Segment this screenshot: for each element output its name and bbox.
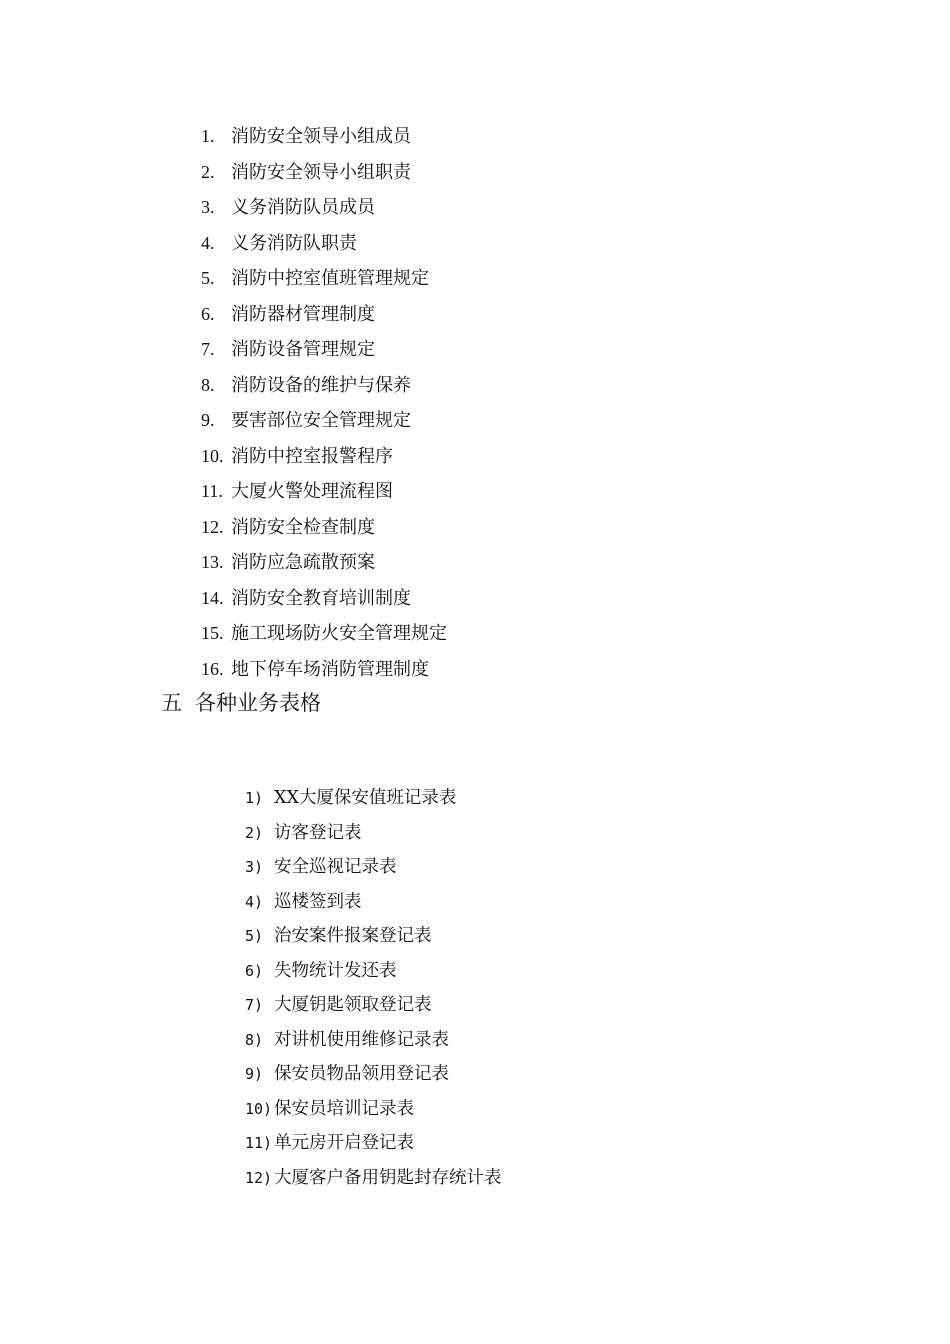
list-item-number: 6) (245, 961, 264, 980)
list-item (245, 1095, 502, 1130)
list-item-text: 巡楼签到表 (274, 891, 362, 912)
list-item-text: XX大厦保安值班记录表 (274, 788, 457, 808)
list-item (201, 229, 447, 265)
list-item (201, 158, 447, 194)
list-item (201, 193, 447, 229)
list-item (245, 957, 502, 992)
list-item-text: 对讲机使用维修记录表 (274, 1029, 449, 1050)
list-item-number: 12. (201, 516, 224, 537)
list-item (245, 1164, 502, 1199)
list-item (245, 922, 502, 957)
business-forms-list (245, 784, 502, 1198)
list-item (245, 1129, 502, 1164)
list-item-number: 10. (201, 445, 224, 466)
list-item-number: 15. (201, 623, 224, 643)
list-item-text: 大厦客户备用钥匙封存统计表 (274, 1167, 502, 1188)
list-item-number: 13. (201, 552, 224, 572)
list-item-number: 7) (245, 996, 264, 1014)
list-item-number: 7. (201, 339, 215, 359)
list-item-number: 11. (201, 481, 223, 501)
list-item (201, 406, 447, 442)
list-item (245, 1060, 502, 1095)
list-item (201, 513, 447, 549)
list-item (201, 371, 447, 407)
list-item-text: 单元房开启登记表 (274, 1133, 414, 1153)
list-item (201, 300, 447, 336)
list-item-text: 保安员培训记录表 (274, 1098, 414, 1119)
list-item-number: 16. (201, 658, 224, 679)
list-item-text: 保安员物品领用登记表 (274, 1064, 449, 1084)
list-item-number: 11) (245, 1134, 273, 1152)
list-item-text: 消防中控室值班管理规定 (231, 268, 429, 289)
section-number: 五 (161, 691, 182, 715)
fire-safety-document-list (201, 122, 447, 690)
list-item-number: 1. (201, 126, 215, 146)
list-item-text: 消防设备管理规定 (231, 339, 375, 360)
list-item (245, 784, 502, 819)
list-item-text: 消防应急疏散预案 (231, 552, 375, 573)
list-item-text: 施工现场防火安全管理规定 (231, 623, 447, 644)
list-item-text: 消防安全教育培训制度 (231, 587, 411, 609)
list-item (245, 853, 502, 888)
list-item (201, 122, 447, 158)
list-item (201, 477, 447, 513)
list-item-number: 2. (201, 161, 215, 182)
list-item-number: 9. (201, 410, 215, 430)
list-item-number: 10) (245, 1099, 273, 1118)
list-item-text: 消防安全检查制度 (231, 516, 375, 538)
list-item (245, 991, 502, 1026)
list-item-number: 3) (245, 858, 264, 876)
list-item (201, 548, 447, 584)
list-item-number: 8) (245, 1030, 264, 1049)
list-item-text: 义务消防队员成员 (231, 197, 375, 218)
list-item-text: 大厦火警处理流程图 (231, 481, 393, 502)
list-item-text: 大厦钥匙领取登记表 (274, 995, 432, 1015)
list-item (201, 442, 447, 478)
list-item (201, 335, 447, 371)
list-item-text: 消防设备的维护与保养 (231, 374, 411, 396)
list-item-text: 要害部位安全管理规定 (231, 410, 411, 431)
section-title: 各种业务表格 (195, 691, 321, 715)
list-item (201, 264, 447, 300)
list-item (201, 584, 447, 620)
list-item-text: 失物统计发还表 (274, 960, 397, 981)
list-item-text: 消防器材管理制度 (231, 303, 375, 325)
list-item-number: 1) (245, 789, 264, 807)
section-heading (161, 688, 321, 718)
list-item (201, 655, 447, 691)
list-item-text: 地下停车场消防管理制度 (231, 658, 429, 680)
list-item-number: 4) (245, 892, 264, 911)
list-item-text: 治安案件报案登记表 (274, 926, 432, 946)
list-item-number: 14. (201, 587, 224, 608)
list-item (245, 888, 502, 923)
list-item-number: 2) (245, 823, 264, 842)
list-item-number: 3. (201, 197, 215, 217)
list-item-text: 义务消防队职责 (231, 232, 357, 254)
list-item-text: 消防安全领导小组成员 (231, 126, 411, 147)
list-item-text: 访客登记表 (274, 822, 362, 843)
list-item-number: 4. (201, 232, 215, 253)
list-item-number: 8. (201, 374, 215, 395)
list-item-text: 安全巡视记录表 (274, 857, 397, 877)
list-item-number: 5) (245, 927, 264, 945)
list-item-number: 9) (245, 1065, 264, 1083)
list-item-text: 消防中控室报警程序 (231, 445, 393, 467)
list-item-text: 消防安全领导小组职责 (231, 161, 411, 183)
list-item-number: 12) (245, 1168, 273, 1187)
list-item-number: 6. (201, 303, 215, 324)
list-item (245, 819, 502, 854)
list-item (201, 619, 447, 655)
list-item (245, 1026, 502, 1061)
list-item-number: 5. (201, 268, 215, 288)
